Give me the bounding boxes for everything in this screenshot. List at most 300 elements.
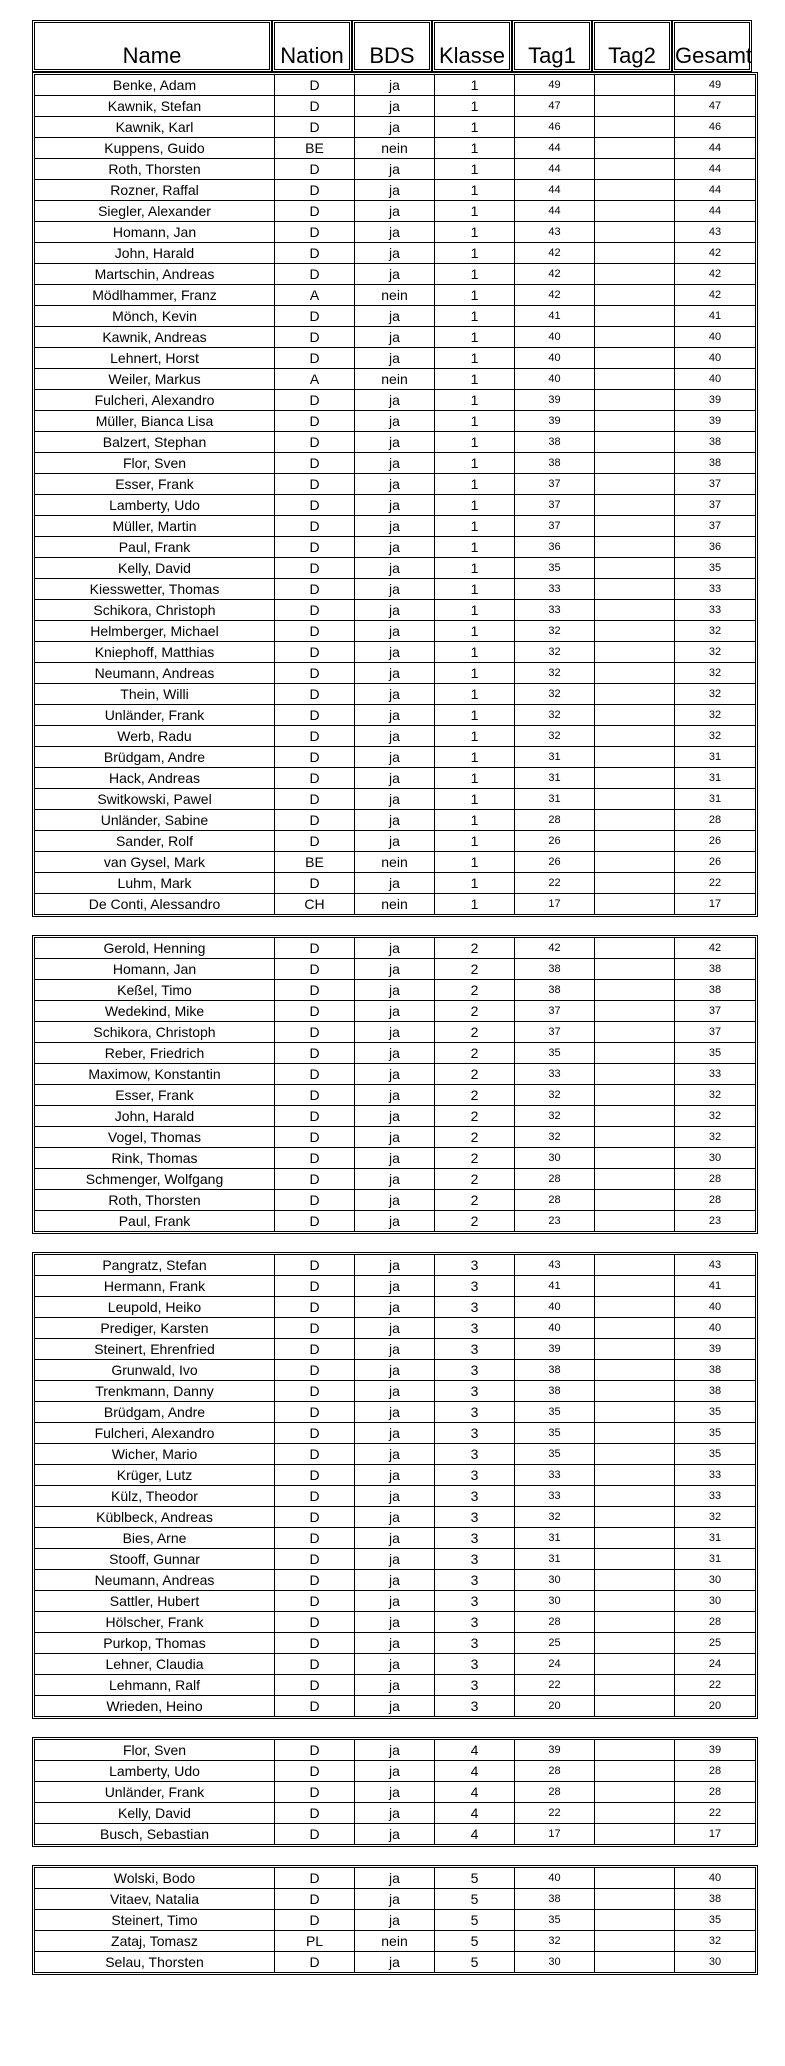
cell-name: Weiler, Markus xyxy=(35,369,275,390)
cell-tag1: 26 xyxy=(515,831,595,852)
table-row xyxy=(35,1022,755,1043)
cell-name: Vitaev, Natalia xyxy=(35,1889,275,1910)
cell-tag2 xyxy=(595,75,675,96)
cell-klasse: 3 xyxy=(435,1276,515,1297)
cell-bds: ja xyxy=(355,306,435,327)
cell-gesamt: 44 xyxy=(675,138,755,159)
cell-tag1: 38 xyxy=(515,1381,595,1402)
table-row xyxy=(35,621,755,642)
cell-klasse: 1 xyxy=(435,327,515,348)
table-row xyxy=(35,1276,755,1297)
cell-bds: ja xyxy=(355,1696,435,1716)
cell-nation: D xyxy=(275,831,355,852)
table-row xyxy=(35,1910,755,1931)
cell-nation: D xyxy=(275,180,355,201)
header-klasse: Klasse xyxy=(432,20,512,72)
cell-tag2 xyxy=(595,1276,675,1297)
cell-bds: nein xyxy=(355,285,435,306)
cell-tag1: 33 xyxy=(515,1064,595,1085)
cell-name: Hölscher, Frank xyxy=(35,1612,275,1633)
cell-tag2 xyxy=(595,726,675,747)
cell-klasse: 3 xyxy=(435,1549,515,1570)
cell-name: Kelly, David xyxy=(35,1803,275,1824)
cell-gesamt: 22 xyxy=(675,873,755,894)
cell-tag1: 32 xyxy=(515,1931,595,1952)
cell-klasse: 1 xyxy=(435,453,515,474)
cell-tag2 xyxy=(595,1064,675,1085)
cell-tag1: 24 xyxy=(515,1654,595,1675)
table-row xyxy=(35,1612,755,1633)
cell-tag1: 26 xyxy=(515,852,595,873)
cell-bds: ja xyxy=(355,810,435,831)
cell-nation: D xyxy=(275,1106,355,1127)
cell-tag2 xyxy=(595,579,675,600)
cell-tag1: 31 xyxy=(515,768,595,789)
cell-gesamt: 35 xyxy=(675,1444,755,1465)
cell-tag2 xyxy=(595,1318,675,1339)
cell-klasse: 1 xyxy=(435,432,515,453)
header-tag2: Tag2 xyxy=(592,20,672,72)
cell-tag2 xyxy=(595,768,675,789)
cell-name: Wicher, Mario xyxy=(35,1444,275,1465)
cell-bds: ja xyxy=(355,432,435,453)
cell-gesamt: 38 xyxy=(675,1381,755,1402)
cell-name: Siegler, Alexander xyxy=(35,201,275,222)
cell-name: Reber, Friedrich xyxy=(35,1043,275,1064)
cell-tag2 xyxy=(595,558,675,579)
cell-tag1: 31 xyxy=(515,789,595,810)
cell-tag1: 33 xyxy=(515,1486,595,1507)
cell-bds: ja xyxy=(355,1740,435,1761)
cell-tag1: 42 xyxy=(515,285,595,306)
cell-gesamt: 32 xyxy=(675,705,755,726)
cell-tag1: 40 xyxy=(515,1297,595,1318)
cell-nation: D xyxy=(275,768,355,789)
cell-klasse: 1 xyxy=(435,201,515,222)
cell-klasse: 1 xyxy=(435,747,515,768)
cell-klasse: 5 xyxy=(435,1868,515,1889)
cell-tag2 xyxy=(595,117,675,138)
cell-bds: ja xyxy=(355,1486,435,1507)
cell-klasse: 3 xyxy=(435,1318,515,1339)
cell-name: Kawnik, Karl xyxy=(35,117,275,138)
cell-tag2 xyxy=(595,1696,675,1716)
header-tag1: Tag1 xyxy=(512,20,592,72)
cell-bds: ja xyxy=(355,1465,435,1486)
cell-nation: D xyxy=(275,1633,355,1654)
cell-tag2 xyxy=(595,1782,675,1803)
table-row xyxy=(35,1064,755,1085)
table-row xyxy=(35,1360,755,1381)
cell-nation: D xyxy=(275,201,355,222)
cell-name: John, Harald xyxy=(35,243,275,264)
cell-tag1: 30 xyxy=(515,1148,595,1169)
cell-tag2 xyxy=(595,1465,675,1486)
class-group-table xyxy=(32,935,758,1234)
cell-name: Esser, Frank xyxy=(35,1085,275,1106)
cell-gesamt: 28 xyxy=(675,1761,755,1782)
cell-tag2 xyxy=(595,873,675,894)
cell-nation: PL xyxy=(275,1931,355,1952)
cell-bds: ja xyxy=(355,1043,435,1064)
cell-bds: nein xyxy=(355,369,435,390)
cell-bds: ja xyxy=(355,1339,435,1360)
cell-name: Sander, Rolf xyxy=(35,831,275,852)
cell-nation: BE xyxy=(275,138,355,159)
cell-gesamt: 30 xyxy=(675,1570,755,1591)
cell-tag1: 40 xyxy=(515,327,595,348)
cell-tag1: 39 xyxy=(515,390,595,411)
cell-tag2 xyxy=(595,264,675,285)
cell-bds: ja xyxy=(355,1633,435,1654)
cell-tag2 xyxy=(595,1740,675,1761)
class-groups xyxy=(32,72,752,1975)
cell-tag2 xyxy=(595,537,675,558)
cell-name: Roth, Thorsten xyxy=(35,159,275,180)
cell-tag1: 37 xyxy=(515,495,595,516)
cell-name: Rink, Thomas xyxy=(35,1148,275,1169)
cell-nation: D xyxy=(275,705,355,726)
table-row xyxy=(35,1591,755,1612)
cell-klasse: 3 xyxy=(435,1528,515,1549)
cell-nation: D xyxy=(275,432,355,453)
cell-tag1: 35 xyxy=(515,1444,595,1465)
cell-name: Fulcheri, Alexandro xyxy=(35,1423,275,1444)
cell-name: Wrieden, Heino xyxy=(35,1696,275,1716)
cell-gesamt: 40 xyxy=(675,1297,755,1318)
cell-name: Switkowski, Pawel xyxy=(35,789,275,810)
table-row xyxy=(35,1148,755,1169)
cell-bds: ja xyxy=(355,75,435,96)
cell-bds: ja xyxy=(355,222,435,243)
cell-bds: ja xyxy=(355,980,435,1001)
cell-gesamt: 38 xyxy=(675,959,755,980)
cell-tag1: 42 xyxy=(515,243,595,264)
cell-bds: ja xyxy=(355,705,435,726)
cell-name: Müller, Martin xyxy=(35,516,275,537)
cell-name: Fulcheri, Alexandro xyxy=(35,390,275,411)
cell-gesamt: 31 xyxy=(675,1528,755,1549)
cell-tag1: 37 xyxy=(515,1001,595,1022)
cell-tag1: 32 xyxy=(515,621,595,642)
cell-bds: ja xyxy=(355,768,435,789)
cell-tag1: 38 xyxy=(515,453,595,474)
cell-name: Krüger, Lutz xyxy=(35,1465,275,1486)
cell-gesamt: 25 xyxy=(675,1633,755,1654)
cell-gesamt: 20 xyxy=(708,1700,722,1712)
cell-bds: ja xyxy=(355,938,435,959)
cell-bds: ja xyxy=(355,474,435,495)
cell-name: Schikora, Christoph xyxy=(35,1022,275,1043)
cell-tag1: 36 xyxy=(515,537,595,558)
cell-bds: ja xyxy=(355,264,435,285)
cell-bds: ja xyxy=(355,1360,435,1381)
cell-tag1: 40 xyxy=(515,1318,595,1339)
cell-klasse: 1 xyxy=(435,705,515,726)
cell-nation: D xyxy=(275,1612,355,1633)
cell-klasse: 1 xyxy=(435,789,515,810)
cell-tag2 xyxy=(595,1931,675,1952)
cell-nation: D xyxy=(275,453,355,474)
cell-bds: ja xyxy=(355,1654,435,1675)
cell-tag2 xyxy=(595,980,675,1001)
cell-nation: D xyxy=(275,1444,355,1465)
cell-nation: D xyxy=(275,411,355,432)
cell-tag1: 32 xyxy=(515,705,595,726)
cell-name: Kelly, David xyxy=(35,558,275,579)
cell-klasse: 1 xyxy=(435,348,515,369)
cell-bds: ja xyxy=(355,327,435,348)
table-row xyxy=(35,1761,755,1782)
table-row xyxy=(35,1339,755,1360)
cell-tag2 xyxy=(595,789,675,810)
cell-tag1: 40 xyxy=(515,1868,595,1889)
cell-tag2 xyxy=(595,1169,675,1190)
cell-tag2 xyxy=(595,180,675,201)
cell-bds: ja xyxy=(355,558,435,579)
cell-klasse: 2 xyxy=(435,1106,515,1127)
group-spacer xyxy=(32,1847,752,1865)
cell-nation: D xyxy=(275,1910,355,1931)
cell-gesamt: 28 xyxy=(675,1190,755,1211)
cell-gesamt: 31 xyxy=(675,747,755,768)
cell-klasse: 2 xyxy=(435,1085,515,1106)
header-gesamt: Gesamt xyxy=(672,20,752,72)
cell-bds: nein xyxy=(355,894,435,914)
cell-bds: nein xyxy=(355,1931,435,1952)
table-row xyxy=(35,222,755,243)
cell-tag1: 32 xyxy=(515,642,595,663)
cell-nation: D xyxy=(275,117,355,138)
cell-gesamt: 39 xyxy=(675,1740,755,1761)
cell-gesamt: 35 xyxy=(675,558,755,579)
cell-bds: ja xyxy=(355,348,435,369)
table-row xyxy=(35,894,755,914)
cell-tag1: 42 xyxy=(515,264,595,285)
cell-gesamt: 44 xyxy=(675,180,755,201)
cell-klasse: 4 xyxy=(435,1761,515,1782)
cell-tag2 xyxy=(595,1868,675,1889)
cell-name: Martschin, Andreas xyxy=(35,264,275,285)
cell-tag1: 37 xyxy=(515,516,595,537)
cell-bds: ja xyxy=(355,1148,435,1169)
table-row xyxy=(35,959,755,980)
cell-bds: ja xyxy=(355,1782,435,1803)
cell-tag1: 30 xyxy=(515,1570,595,1591)
cell-bds: ja xyxy=(355,959,435,980)
cell-tag2 xyxy=(595,327,675,348)
table-row xyxy=(35,873,755,894)
cell-bds: ja xyxy=(355,831,435,852)
cell-nation: A xyxy=(275,369,355,390)
cell-klasse: 1 xyxy=(435,96,515,117)
cell-tag2 xyxy=(595,642,675,663)
cell-bds: nein xyxy=(355,138,435,159)
cell-tag2 xyxy=(595,159,675,180)
cell-tag1: 17 xyxy=(515,1824,595,1844)
cell-tag1: 28 xyxy=(515,810,595,831)
cell-gesamt: 28 xyxy=(675,1782,755,1803)
cell-nation: D xyxy=(275,1549,355,1570)
cell-name: Paul, Frank xyxy=(35,537,275,558)
table-row xyxy=(35,1127,755,1148)
cell-gesamt: 33 xyxy=(675,600,755,621)
cell-name: Neumann, Andreas xyxy=(35,1570,275,1591)
cell-tag2 xyxy=(595,1022,675,1043)
cell-klasse: 3 xyxy=(435,1255,515,1276)
cell-bds: ja xyxy=(355,873,435,894)
cell-klasse: 3 xyxy=(435,1633,515,1654)
cell-bds: ja xyxy=(355,1591,435,1612)
table-row xyxy=(35,810,755,831)
table-row xyxy=(35,663,755,684)
cell-klasse: 2 xyxy=(435,980,515,1001)
cell-nation: CH xyxy=(275,894,355,914)
cell-nation: D xyxy=(275,980,355,1001)
table-row xyxy=(35,327,755,348)
cell-klasse: 4 xyxy=(435,1824,515,1844)
cell-tag2 xyxy=(595,369,675,390)
cell-tag1: 23 xyxy=(515,1211,595,1231)
cell-klasse: 3 xyxy=(435,1675,515,1696)
cell-nation: D xyxy=(275,1740,355,1761)
cell-name: John, Harald xyxy=(35,1106,275,1127)
cell-klasse: 1 xyxy=(435,600,515,621)
cell-gesamt: 39 xyxy=(675,1339,755,1360)
cell-bds: ja xyxy=(355,1127,435,1148)
cell-gesamt: 40 xyxy=(675,1868,755,1889)
cell-klasse: 1 xyxy=(435,306,515,327)
cell-bds: ja xyxy=(355,1318,435,1339)
cell-nation: D xyxy=(275,264,355,285)
table-row xyxy=(35,684,755,705)
cell-nation: D xyxy=(275,348,355,369)
cell-tag2 xyxy=(595,411,675,432)
group-spacer xyxy=(32,1719,752,1737)
cell-klasse: 1 xyxy=(435,474,515,495)
cell-klasse: 1 xyxy=(435,75,515,96)
table-row xyxy=(35,789,755,810)
cell-nation: D xyxy=(275,474,355,495)
cell-name: Sattler, Hubert xyxy=(35,1591,275,1612)
cell-tag1: 44 xyxy=(515,201,595,222)
cell-tag1: 43 xyxy=(515,222,595,243)
cell-tag2 xyxy=(595,1591,675,1612)
cell-name: Maximow, Konstantin xyxy=(35,1064,275,1085)
cell-klasse: 1 xyxy=(435,159,515,180)
cell-tag2 xyxy=(595,1402,675,1423)
cell-tag1: 31 xyxy=(515,1528,595,1549)
cell-tag1: 37 xyxy=(515,474,595,495)
cell-gesamt: 32 xyxy=(675,726,755,747)
cell-klasse: 1 xyxy=(435,579,515,600)
table-row xyxy=(35,432,755,453)
cell-nation: D xyxy=(275,621,355,642)
cell-nation: D xyxy=(275,1507,355,1528)
table-row xyxy=(35,726,755,747)
cell-bds: ja xyxy=(355,579,435,600)
cell-nation: D xyxy=(275,1169,355,1190)
cell-klasse: 2 xyxy=(435,1022,515,1043)
cell-nation: D xyxy=(275,1696,355,1716)
cell-name: De Conti, Alessandro xyxy=(35,894,275,914)
cell-klasse: 1 xyxy=(435,558,515,579)
cell-tag2 xyxy=(595,1444,675,1465)
cell-tag2 xyxy=(595,1001,675,1022)
cell-gesamt: 32 xyxy=(675,1106,755,1127)
cell-tag2 xyxy=(595,1889,675,1910)
cell-bds: ja xyxy=(355,1064,435,1085)
class-group-table xyxy=(32,1865,758,1975)
cell-klasse: 2 xyxy=(435,1211,515,1231)
cell-bds: ja xyxy=(355,1528,435,1549)
cell-klasse: 2 xyxy=(435,1001,515,1022)
cell-tag1: 44 xyxy=(515,138,595,159)
cell-bds: ja xyxy=(355,516,435,537)
cell-klasse: 2 xyxy=(435,1064,515,1085)
cell-gesamt: 37 xyxy=(675,495,755,516)
cell-tag2 xyxy=(595,684,675,705)
table-row xyxy=(35,831,755,852)
cell-klasse: 1 xyxy=(435,390,515,411)
cell-nation: D xyxy=(275,75,355,96)
table-row xyxy=(35,138,755,159)
cell-tag2 xyxy=(595,1612,675,1633)
cell-tag1: 39 xyxy=(515,411,595,432)
cell-klasse: 1 xyxy=(435,264,515,285)
cell-klasse: 1 xyxy=(435,663,515,684)
cell-nation: D xyxy=(275,1297,355,1318)
cell-tag2 xyxy=(595,1570,675,1591)
cell-gesamt: 43 xyxy=(675,1255,755,1276)
cell-bds: ja xyxy=(355,1276,435,1297)
cell-tag2 xyxy=(595,1910,675,1931)
cell-tag2 xyxy=(595,243,675,264)
cell-gesamt: 46 xyxy=(675,117,755,138)
cell-tag1: 28 xyxy=(515,1782,595,1803)
cell-nation: D xyxy=(275,1001,355,1022)
cell-nation: D xyxy=(275,684,355,705)
cell-tag2 xyxy=(595,201,675,222)
table-row xyxy=(35,1211,755,1231)
cell-tag2 xyxy=(595,474,675,495)
cell-bds: ja xyxy=(355,243,435,264)
table-row xyxy=(35,642,755,663)
table-row xyxy=(35,96,755,117)
cell-name: Unländer, Frank xyxy=(35,705,275,726)
table-row xyxy=(35,852,755,873)
cell-tag2 xyxy=(595,663,675,684)
cell-klasse: 3 xyxy=(435,1486,515,1507)
cell-tag1: 49 xyxy=(515,75,595,96)
cell-nation: D xyxy=(275,810,355,831)
cell-gesamt: 38 xyxy=(675,980,755,1001)
cell-tag2 xyxy=(595,432,675,453)
cell-gesamt: 22 xyxy=(675,1803,755,1824)
cell-gesamt: 37 xyxy=(675,474,755,495)
cell-tag1: 44 xyxy=(515,159,595,180)
table-row xyxy=(35,1085,755,1106)
cell-name: Kiesswetter, Thomas xyxy=(35,579,275,600)
cell-gesamt: 39 xyxy=(675,411,755,432)
cell-klasse: 1 xyxy=(435,852,515,873)
cell-name: Lehmann, Ralf xyxy=(35,1675,275,1696)
cell-name: Selau, Thorsten xyxy=(35,1952,275,1972)
cell-nation: D xyxy=(275,1360,355,1381)
cell-name: Flor, Sven xyxy=(35,453,275,474)
cell-name: Neumann, Andreas xyxy=(35,663,275,684)
cell-tag2 xyxy=(595,1211,675,1231)
